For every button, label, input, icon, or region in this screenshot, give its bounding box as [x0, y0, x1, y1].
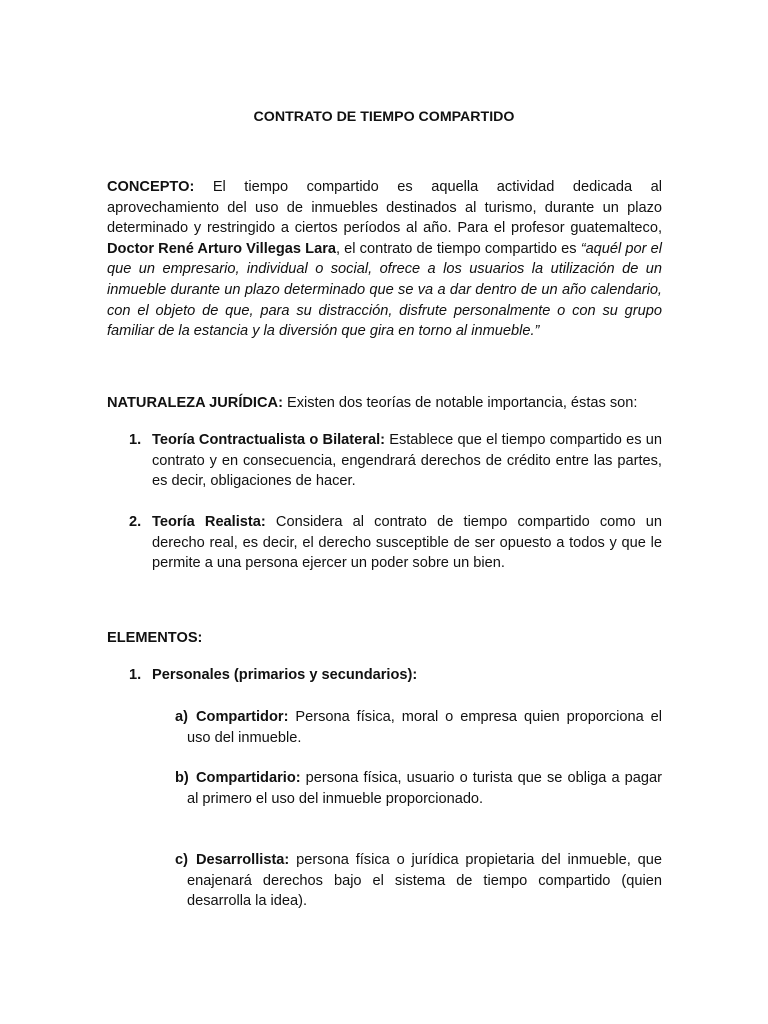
subitem-label: Compartidor:	[196, 709, 289, 725]
concept-label: CONCEPTO:	[107, 179, 195, 195]
elements-item-number: 1.	[129, 667, 142, 683]
concept-text-2: , el contrato de tiempo compartido es	[336, 240, 581, 257]
nature-item-1	[129, 430, 662, 492]
nature-item-label: Teoría Realista:	[152, 514, 266, 530]
nature-item-body	[152, 430, 662, 492]
nature-item-text: Establece que el tiempo compartido es un contrato y en consecuencia, engendrará derechos de crédito entre las partes, es decir, obligaciones de hacer.	[152, 432, 662, 490]
nature-text: Existen dos teorías de notable importancia, éstas son:	[282, 395, 638, 411]
nature-item-2	[129, 512, 662, 574]
elements-subitem-a	[175, 707, 662, 748]
concept-quote: “aquél por el que un empresario, individual o social, ofrece a los usuarios la utilización de un inmueble durante un plazo determinado que se va a dar dentro de un año calendario, con el objeto de que, para su distracción, disfrute personalmente o con su grupo familiar de la estancia y la diversión que gira en torno al inmueble.”	[107, 240, 662, 340]
subitem-letter: a)	[175, 709, 188, 725]
subitem-body	[175, 768, 662, 809]
nature-paragraph	[107, 393, 667, 414]
concept-paragraph	[107, 177, 662, 342]
nature-item-label: Teoría Contractualista o Bilateral:	[152, 432, 385, 448]
nature-label: NATURALEZA JURÍDICA:	[107, 395, 283, 411]
nature-item-body	[152, 512, 662, 574]
subitem-body	[175, 707, 662, 748]
subitem-letter: c)	[175, 852, 188, 868]
elements-subitem-b	[175, 768, 662, 809]
concept-text-1: El tiempo compartido es aquella actividad dedicada al aprovechamiento del uso de inmuebles destinados al turismo, durante un plazo determinado y restringido a ciertos períodos al año. Para el profesor guatemalteco,	[107, 179, 662, 237]
subitem-label: Compartidario:	[196, 770, 301, 786]
elements-item-1	[129, 665, 662, 686]
nature-item-text: Considera al contrato de tiempo compartido como un derecho real, es decir, el derecho susceptible de ser opuesto a todos y que le permite a una persona ejercer un poder sobre un bien.	[152, 514, 662, 572]
subitem-letter: b)	[175, 770, 189, 786]
subitem-text: persona física o jurídica propietaria del inmueble, que enajenará derechos bajo el sistema de tiempo compartido (quien desarrolla la idea).	[187, 852, 662, 910]
elements-subitem-c	[175, 850, 662, 912]
document-title: CONTRATO DE TIEMPO COMPARTIDO	[253, 109, 515, 125]
subitem-text: Persona física, moral o empresa quien proporciona el uso del inmueble.	[187, 709, 662, 746]
elements-item-body	[152, 665, 662, 686]
subitem-body	[175, 850, 662, 912]
concept-author: Doctor René Arturo Villegas Lara	[107, 240, 336, 257]
subitem-text: persona física, usuario o turista que se obliga a pagar al primero el uso del inmueble proporcionado.	[187, 770, 662, 807]
nature-item-number: 1.	[129, 432, 142, 448]
subitem-label: Desarrollista:	[196, 852, 290, 868]
nature-item-number: 2.	[129, 514, 142, 530]
elements-heading: ELEMENTOS:	[107, 630, 203, 646]
elements-item-label: Personales (primarios y secundarios):	[152, 667, 418, 683]
